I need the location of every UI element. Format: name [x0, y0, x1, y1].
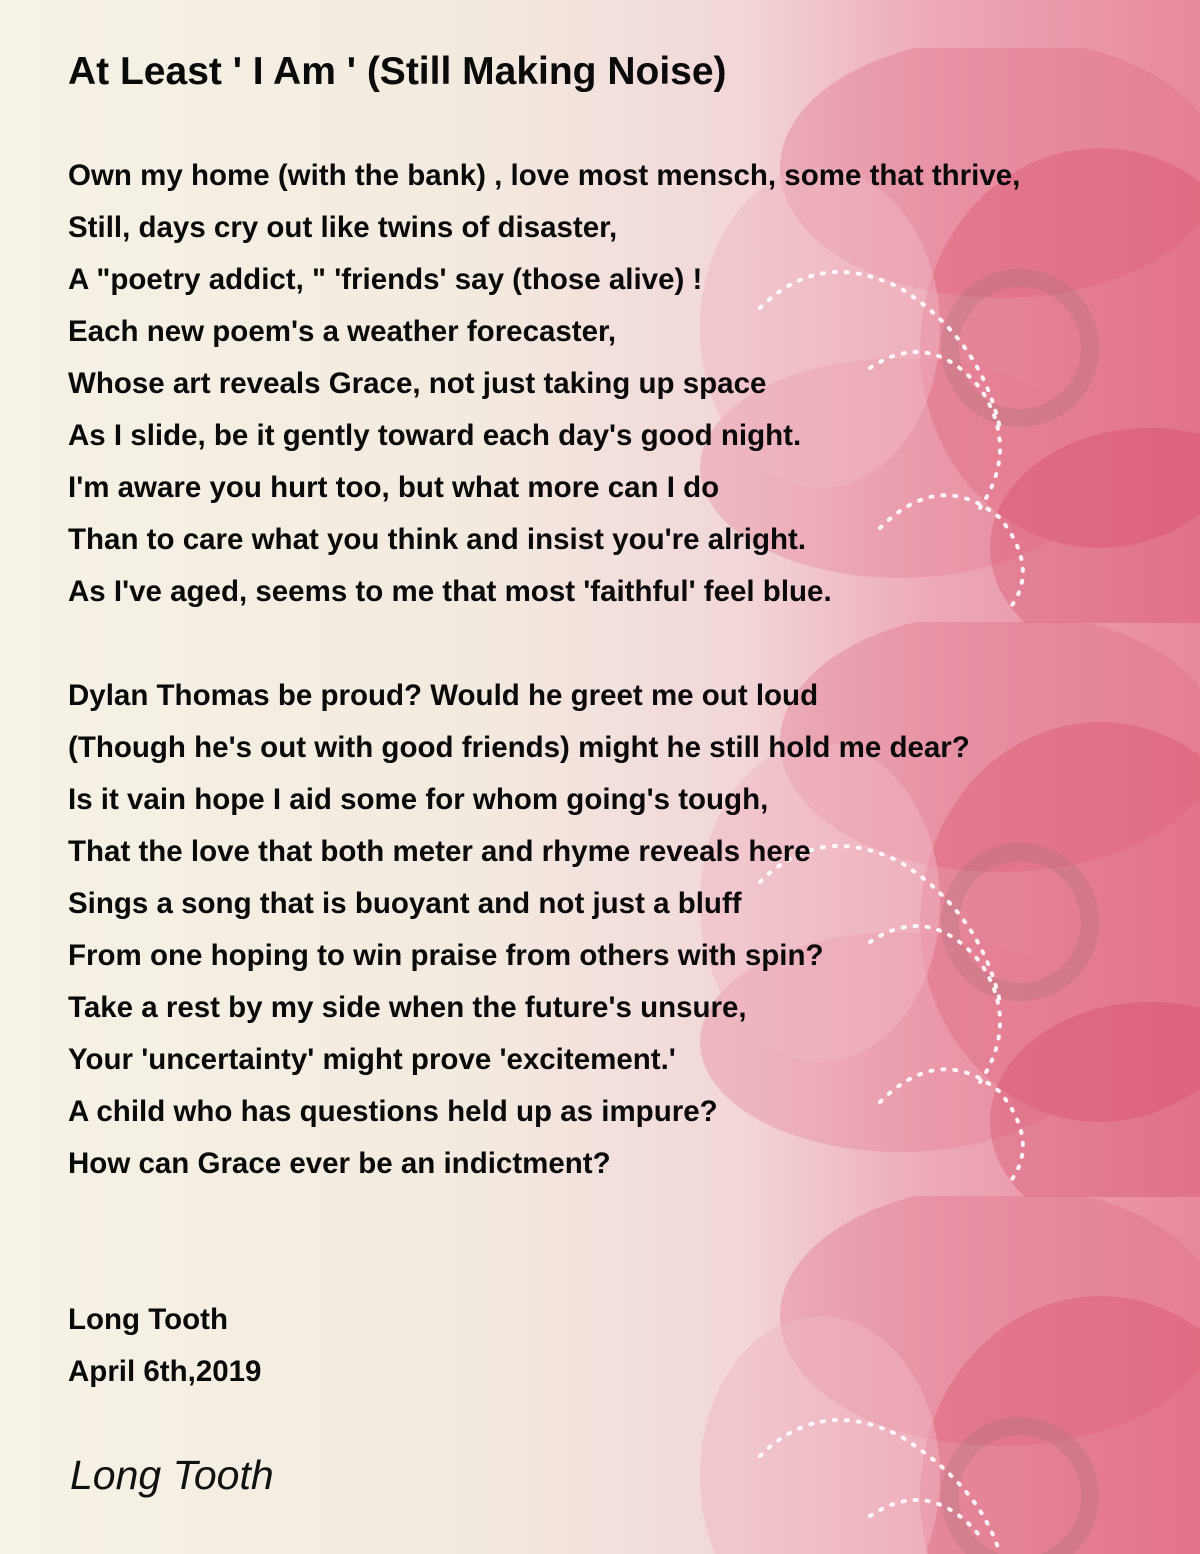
poem-line: Is it vain hope I aid some for whom going's tough,	[68, 783, 769, 816]
stanza-1	[68, 150, 1020, 618]
poem-line: Dylan Thomas be proud? Would he greet me out loud	[68, 679, 819, 712]
poem-line: Still, days cry out like twins of disaster,	[68, 211, 618, 244]
poem-line: Take a rest by my side when the future's unsure,	[68, 991, 747, 1024]
signature-date: April 6th,2019	[68, 1355, 262, 1388]
signature-block	[68, 1294, 261, 1398]
poem-line: Own my home (with the bank) , love most mensch, some that thrive,	[68, 159, 1021, 192]
poem-line: Your 'uncertainty' might prove 'excitement.'	[68, 1043, 676, 1076]
poem-line: A "poetry addict, " 'friends' say (those alive) !	[68, 263, 703, 296]
poem-line: As I've aged, seems to me that most 'faithful' feel blue.	[68, 575, 832, 608]
poem-line: How can Grace ever be an indictment?	[68, 1147, 611, 1180]
poem-line: That the love that both meter and rhyme reveals here	[68, 835, 811, 868]
poem-line: I'm aware you hurt too, but what more can I do	[68, 471, 720, 504]
poem-line: A child who has questions held up as impure?	[68, 1095, 718, 1128]
poem-line: From one hoping to win praise from others with spin?	[68, 939, 824, 972]
stanza-2	[68, 670, 970, 1190]
poem-line: (Though he's out with good friends) might he still hold me dear?	[68, 731, 970, 764]
poem-line: Sings a song that is buoyant and not just a bluff	[68, 887, 742, 920]
poem-line: As I slide, be it gently toward each day's good night.	[68, 419, 802, 452]
signature-name: Long Tooth	[68, 1303, 228, 1336]
poem-line: Than to care what you think and insist you're alright.	[68, 523, 807, 556]
author-name: Long Tooth	[70, 1452, 274, 1498]
poem-line: Each new poem's a weather forecaster,	[68, 315, 617, 348]
poem-line: Whose art reveals Grace, not just taking up space	[68, 367, 767, 400]
poem-title: At Least ' I Am ' (Still Making Noise)	[68, 50, 727, 93]
